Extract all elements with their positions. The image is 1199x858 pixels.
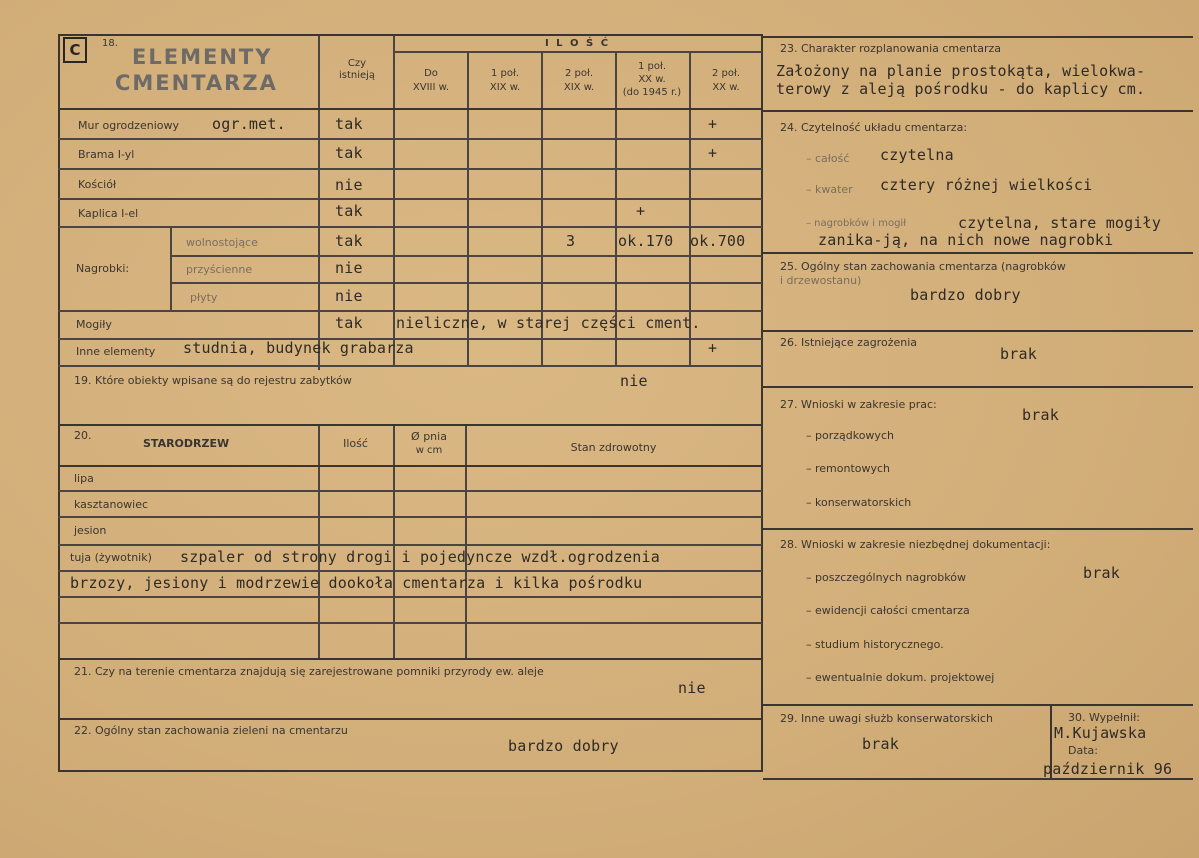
q19-bottom bbox=[58, 424, 762, 426]
q28-item: – studium historycznego. bbox=[806, 638, 944, 651]
q21-label: 21. Czy na terenie cmentarza znajdują się zarejestrowane pomniki przyrody ew. aleje bbox=[74, 665, 544, 678]
trees-title: STARODRZEW bbox=[143, 437, 230, 450]
wolnostojace-p4: ok.170 bbox=[618, 232, 674, 250]
q19-label: 19. Które obiekty wpisane są do rejestru zabytków bbox=[74, 374, 352, 387]
row-label-brama: Brama I-yl bbox=[78, 148, 135, 161]
trees-col3 bbox=[465, 426, 467, 660]
q25-label: 25. Ogólny stan zachowania cmentarza (nagrobków bbox=[780, 260, 1066, 273]
q28-answer: brak bbox=[1083, 564, 1120, 582]
q24-nagrobkow-label: – nagrobków i mogił bbox=[806, 218, 907, 229]
q25-label2: i drzewostanu) bbox=[780, 274, 862, 287]
q19-answer: nie bbox=[620, 372, 648, 390]
q30-name: M.Kujawska bbox=[1054, 724, 1147, 742]
q29-label: 29. Inne uwagi służb konserwatorskich bbox=[780, 712, 993, 725]
brama-exists: tak bbox=[335, 144, 363, 162]
row-label-inne: Inne elementy bbox=[76, 345, 156, 358]
section-letter: C bbox=[69, 41, 81, 59]
tree-kasztanowiec: kasztanowiec bbox=[74, 498, 149, 511]
row-label-mur: Mur ogrodzeniowy bbox=[78, 119, 179, 132]
q27-answer: brak bbox=[1022, 406, 1059, 424]
nagrobki-split bbox=[170, 226, 172, 310]
ilosc-header: I L O Ś Ć bbox=[544, 38, 611, 49]
row-line bbox=[58, 365, 762, 367]
row-line bbox=[58, 138, 762, 140]
q24-calosc-label: – całość bbox=[806, 152, 850, 165]
q22-label: 22. Ogólny stan zachowania zieleni na cmentarzu bbox=[74, 724, 348, 737]
q28-item: – ewidencji całości cmentarza bbox=[806, 604, 970, 617]
ilosc-line bbox=[393, 51, 762, 53]
wolnostojace-p5: ok.700 bbox=[690, 232, 746, 250]
row-line bbox=[58, 310, 762, 312]
q27-label: 27. Wnioski w zakresie prac: bbox=[780, 398, 937, 411]
trees-col1 bbox=[318, 426, 320, 660]
tree-row-line bbox=[58, 544, 762, 546]
col-line-exists bbox=[318, 36, 320, 370]
wolnostojace-p3: 3 bbox=[566, 232, 576, 250]
frame-divider bbox=[761, 34, 763, 772]
q29-answer: brak bbox=[862, 735, 899, 753]
period-1-header: Do XVIII w. bbox=[412, 68, 450, 93]
mur-extra: ogr.met. bbox=[212, 115, 286, 133]
brama-p5: + bbox=[708, 144, 718, 162]
q24-nagrobkow-line1: czytelna, stare mogiły bbox=[958, 214, 1162, 232]
q28-item: – poszczególnych nagrobków bbox=[806, 571, 966, 584]
trees-section-no: 20. bbox=[74, 429, 92, 442]
frame-top-left bbox=[58, 34, 762, 36]
q27-item: – konserwatorskich bbox=[806, 496, 912, 509]
kosciol-exists: nie bbox=[335, 176, 363, 194]
q23-label: 23. Charakter rozplanowania cmentarza bbox=[780, 42, 1001, 55]
frame-bottom-left bbox=[58, 770, 762, 772]
trees-header-bottom bbox=[58, 465, 762, 467]
wolnostojace-exists: tak bbox=[335, 232, 363, 250]
tree-row-line bbox=[58, 516, 762, 518]
tuja-note: szpaler od strony drogi i pojedyncze wzdł.ogrodzenia bbox=[180, 548, 660, 566]
q23-bottom bbox=[763, 110, 1193, 112]
q22-answer: bardzo dobry bbox=[508, 737, 619, 755]
q24-kwater: cztery różnej wielkości bbox=[880, 176, 1093, 194]
row-line bbox=[58, 168, 762, 170]
period-3-header: 2 poł. XIX w. bbox=[563, 68, 595, 93]
col-exists-l1: Czy bbox=[347, 58, 367, 69]
q28-bottom bbox=[763, 704, 1193, 706]
trees-col-qty: Ilość bbox=[343, 437, 368, 450]
tree-tuja: tuja (żywotnik) bbox=[70, 551, 152, 564]
frame-top-right bbox=[763, 36, 1193, 38]
q25-answer: bardzo dobry bbox=[910, 286, 1021, 304]
row-label-kosciol: Kościół bbox=[78, 178, 117, 191]
q24-label: 24. Czytelność układu cmentarza: bbox=[780, 121, 968, 134]
mur-p5: + bbox=[708, 115, 718, 133]
q30-date-label: Data: bbox=[1068, 744, 1098, 757]
q27-bottom bbox=[763, 528, 1193, 530]
tree-row-line bbox=[58, 596, 762, 598]
row-line bbox=[170, 282, 762, 284]
q27-item: – remontowych bbox=[806, 462, 891, 475]
tree-row-line bbox=[58, 622, 762, 624]
row-label-nagrobki: Nagrobki: bbox=[76, 262, 130, 275]
kaplica-p4: + bbox=[636, 202, 646, 220]
row-label-przyscienne: przyścienne bbox=[186, 263, 253, 276]
q27-item: – porządkowych bbox=[806, 429, 894, 442]
q26-label: 26. Istniejące zagrożenia bbox=[780, 336, 918, 349]
trees-extra-line: brzozy, jesiony i modrzewie dookoła cmentarza i kilka pośrodku bbox=[70, 574, 643, 592]
trees-col2 bbox=[393, 426, 395, 660]
row-label-wolnostojace: wolnostojące bbox=[186, 236, 258, 249]
q30-label: 30. Wypełnił: bbox=[1068, 711, 1140, 724]
q24-kwater-label: – kwater bbox=[806, 183, 853, 196]
col-exists-header bbox=[322, 58, 392, 82]
period-4-header: 1 poł. XX w. (do 1945 r.) bbox=[622, 61, 682, 98]
q24-calosc: czytelna bbox=[880, 146, 954, 164]
q26-answer: brak bbox=[1000, 345, 1037, 363]
section-letter-box bbox=[63, 37, 87, 63]
q30-date: październik 96 bbox=[1043, 760, 1173, 778]
tree-jesion: jesion bbox=[74, 524, 107, 537]
q28-label: 28. Wnioski w zakresie niezbędnej dokumentacji: bbox=[780, 538, 1051, 551]
q26-bottom bbox=[763, 386, 1193, 388]
q25-bottom bbox=[763, 330, 1193, 332]
col-exists-l2: istnieją bbox=[338, 70, 376, 81]
mur-exists: tak bbox=[335, 115, 363, 133]
mogily-note: nieliczne, w starej części cment. bbox=[396, 314, 701, 332]
period-2-header: 1 poł. XIX w. bbox=[489, 68, 521, 93]
period-5-header: 2 poł. XX w. bbox=[711, 68, 741, 93]
q24-nagrobkow-line2: zanika-ją, na nich nowe nagrobki bbox=[818, 231, 1114, 249]
inne-extra: studnia, budynek grabarza bbox=[183, 339, 414, 357]
tree-row-line bbox=[58, 490, 762, 492]
inne-p5: + bbox=[708, 339, 718, 357]
frame-left bbox=[58, 34, 60, 772]
row-label-kaplica: Kaplica I-el bbox=[78, 207, 139, 220]
row-label-mogily: Mogiły bbox=[76, 318, 112, 331]
section-number: 18. bbox=[102, 38, 118, 49]
q21-answer: nie bbox=[678, 679, 706, 697]
title-line1: ELEMENTY bbox=[132, 45, 273, 69]
tree-lipa: lipa bbox=[74, 472, 94, 485]
kaplica-exists: tak bbox=[335, 202, 363, 220]
mogily-exists: tak bbox=[335, 314, 363, 332]
frame-bottom-right bbox=[763, 778, 1193, 780]
trees-col-health: Stan zdrowotny bbox=[570, 441, 657, 454]
trees-col-diam: Ø pnia w cm bbox=[411, 430, 447, 456]
title-line2: CMENTARZA bbox=[115, 71, 278, 95]
q24-bottom bbox=[763, 252, 1193, 254]
row-line bbox=[58, 226, 762, 228]
przyscienne-exists: nie bbox=[335, 259, 363, 277]
q23-line1: Założony na planie prostokąta, wielokwa- bbox=[776, 62, 1146, 80]
plyty-exists: nie bbox=[335, 287, 363, 305]
q21-bottom bbox=[58, 718, 762, 720]
q23-line2: terowy z aleją pośrodku - do kaplicy cm. bbox=[776, 80, 1146, 98]
q28-item: – ewentualnie dokum. projektowej bbox=[806, 671, 995, 684]
row-line bbox=[58, 198, 762, 200]
header-bottom-line bbox=[58, 108, 762, 110]
row-label-plyty: płyty bbox=[190, 291, 218, 304]
trees-bottom bbox=[58, 658, 762, 660]
row-line bbox=[170, 255, 762, 257]
tree-row-line bbox=[58, 570, 762, 572]
